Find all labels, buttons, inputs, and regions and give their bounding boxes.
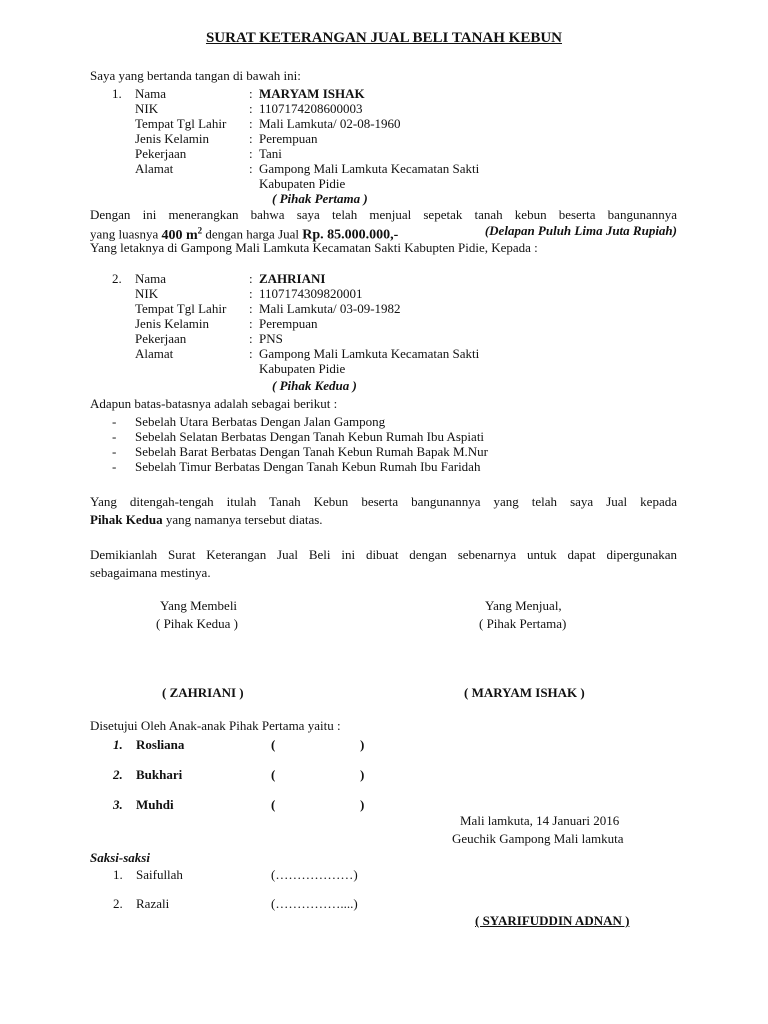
party1-role: ( Pihak Pertama ) <box>272 191 368 206</box>
field-label: Pekerjaan <box>135 331 187 346</box>
field-label: Alamat <box>135 161 174 176</box>
field-label: Tempat Tgl Lahir <box>135 301 227 316</box>
field-colon: : <box>249 286 253 301</box>
party1-address: Gampong Mali Lamkuta Kecamatan Sakti <box>259 161 480 176</box>
party2-number: 2. <box>112 271 122 286</box>
official-name: ( SYARIFUDDIN ADNAN ) <box>475 913 630 928</box>
witness-name: Saifullah <box>136 867 183 882</box>
boundary-item: Sebelah Timur Berbatas Dengan Tanah Kebun Rumah Ibu Faridah <box>135 459 481 474</box>
field-colon: : <box>249 301 253 316</box>
party2-role: ( Pihak Kedua ) <box>272 378 357 393</box>
party2-address: Gampong Mali Lamkuta Kecamatan Sakti <box>259 346 480 361</box>
field-label: Pekerjaan <box>135 146 187 161</box>
field-label: NIK <box>135 286 159 301</box>
boundaries-intro: Adapun batas-batasnya adalah sebagai berikut : <box>90 396 338 411</box>
witness-number: 2. <box>113 896 123 911</box>
boundary-item: Sebelah Selatan Berbatas Dengan Tanah Kebun Rumah Ibu Aspiati <box>135 429 485 444</box>
closing1-bold: Pihak Kedua <box>90 512 163 527</box>
closing2-line1: Demikianlah Surat Keterangan Jual Beli ini dibuat dengan sebenarnya untuk dapat dipergunakan <box>90 547 677 562</box>
field-colon: : <box>249 331 253 346</box>
field-label: Alamat <box>135 346 174 361</box>
witness-number: 1. <box>113 867 123 882</box>
place-date: Mali lamkuta, 14 Januari 2016 <box>460 813 620 828</box>
field-colon: : <box>249 131 253 146</box>
buyer-name: ( ZAHRIANI ) <box>162 685 244 700</box>
party2-gender: Perempuan <box>259 316 318 331</box>
sale-price: Rp. 85.000.000,- <box>302 227 399 243</box>
field-colon: : <box>249 101 253 116</box>
field-label: Jenis Kelamin <box>135 316 210 331</box>
buyer-role: ( Pihak Kedua ) <box>156 616 238 631</box>
party1-birth: Mali Lamkuta/ 02-08-1960 <box>259 116 401 131</box>
official-title: Geuchik Gampong Mali lamkuta <box>452 831 624 846</box>
document-title: SURAT KETERANGAN JUAL BELI TANAH KEBUN <box>205 30 563 46</box>
witnesses-title: Saksi-saksi <box>90 850 150 865</box>
field-colon: : <box>249 316 253 331</box>
field-colon: : <box>249 116 253 131</box>
statement-line2-pre: yang luasnya <box>90 226 162 242</box>
statement-line3: Yang letaknya di Gampong Mali Lamkuta Kecamatan Sakti Kabupten Pidie, Kepada : <box>90 240 538 255</box>
closing1-line2 <box>90 512 323 527</box>
party2-birth: Mali Lamkuta/ 03-09-1982 <box>259 301 401 316</box>
child-number: 3. <box>113 797 123 812</box>
party1-address-line2: Kabupaten Pidie <box>259 176 346 191</box>
child-name: Muhdi <box>136 797 174 812</box>
field-label: Nama <box>135 271 167 286</box>
field-label: Tempat Tgl Lahir <box>135 116 227 131</box>
party1-job: Tani <box>259 146 282 161</box>
child-sign-open: ( <box>271 797 276 812</box>
closing1-rest: yang namanya tersebut diatas. <box>162 512 323 527</box>
party1-name: MARYAM ISHAK <box>259 86 365 101</box>
witness-signature-line: (………………) <box>271 867 358 882</box>
child-sign-open: ( <box>271 767 276 782</box>
bullet-dash: - <box>112 444 117 459</box>
boundary-item: Sebelah Barat Berbatas Dengan Tanah Kebun Rumah Bapak M.Nur <box>135 444 488 459</box>
party1-gender: Perempuan <box>259 131 318 146</box>
child-number: 2. <box>113 767 123 782</box>
witness-signature-line: (……………....) <box>271 896 358 911</box>
child-number: 1. <box>113 737 123 752</box>
party2-nik: 1107174309820001 <box>259 286 363 301</box>
child-name: Rosliana <box>136 737 185 752</box>
child-sign-close: ) <box>360 737 365 752</box>
child-sign-close: ) <box>360 797 365 812</box>
party2-job: PNS <box>259 331 283 346</box>
child-sign-open: ( <box>271 737 276 752</box>
seller-label: Yang Menjual, <box>485 598 562 613</box>
intro-text: Saya yang bertanda tangan di bawah ini: <box>90 68 301 83</box>
land-area-value: 400 m <box>161 227 198 243</box>
field-colon: : <box>249 86 253 101</box>
field-label: NIK <box>135 101 159 116</box>
party2-address-line2: Kabupaten Pidie <box>259 361 346 376</box>
statement-line1: Dengan ini menerangkan bahwa saya telah menjual sepetak tanah kebun beserta bangunannya <box>90 207 677 222</box>
seller-name: ( MARYAM ISHAK ) <box>464 685 585 700</box>
field-colon: : <box>249 161 253 176</box>
children-intro: Disetujui Oleh Anak-anak Pihak Pertama yaitu : <box>90 718 341 733</box>
closing1-line1: Yang ditengah-tengah itulah Tanah Kebun beserta bangunannya yang telah saya Jual kepada <box>90 494 677 509</box>
buyer-label: Yang Membeli <box>160 598 238 613</box>
child-name: Bukhari <box>136 767 183 782</box>
child-sign-close: ) <box>360 767 365 782</box>
field-colon: : <box>249 146 253 161</box>
statement-line2-mid: dengan harga Jual <box>202 226 303 242</box>
party2-name: ZAHRIANI <box>259 271 326 286</box>
sale-price-words: (Delapan Puluh Lima Juta Rupiah) <box>484 223 677 238</box>
land-area-superscript: 2 <box>197 225 203 235</box>
witness-name: Razali <box>136 896 170 911</box>
party1-number: 1. <box>112 86 122 101</box>
field-label: Jenis Kelamin <box>135 131 210 146</box>
bullet-dash: - <box>112 429 117 444</box>
field-label: Nama <box>135 86 167 101</box>
field-colon: : <box>249 271 253 286</box>
party1-nik: 1107174208600003 <box>259 101 363 116</box>
boundary-item: Sebelah Utara Berbatas Dengan Jalan Gampong <box>135 414 386 429</box>
closing2-line2: sebagaimana mestinya. <box>90 565 211 580</box>
bullet-dash: - <box>112 414 117 429</box>
field-colon: : <box>249 346 253 361</box>
bullet-dash: - <box>112 459 117 474</box>
seller-role: ( Pihak Pertama) <box>479 616 567 631</box>
